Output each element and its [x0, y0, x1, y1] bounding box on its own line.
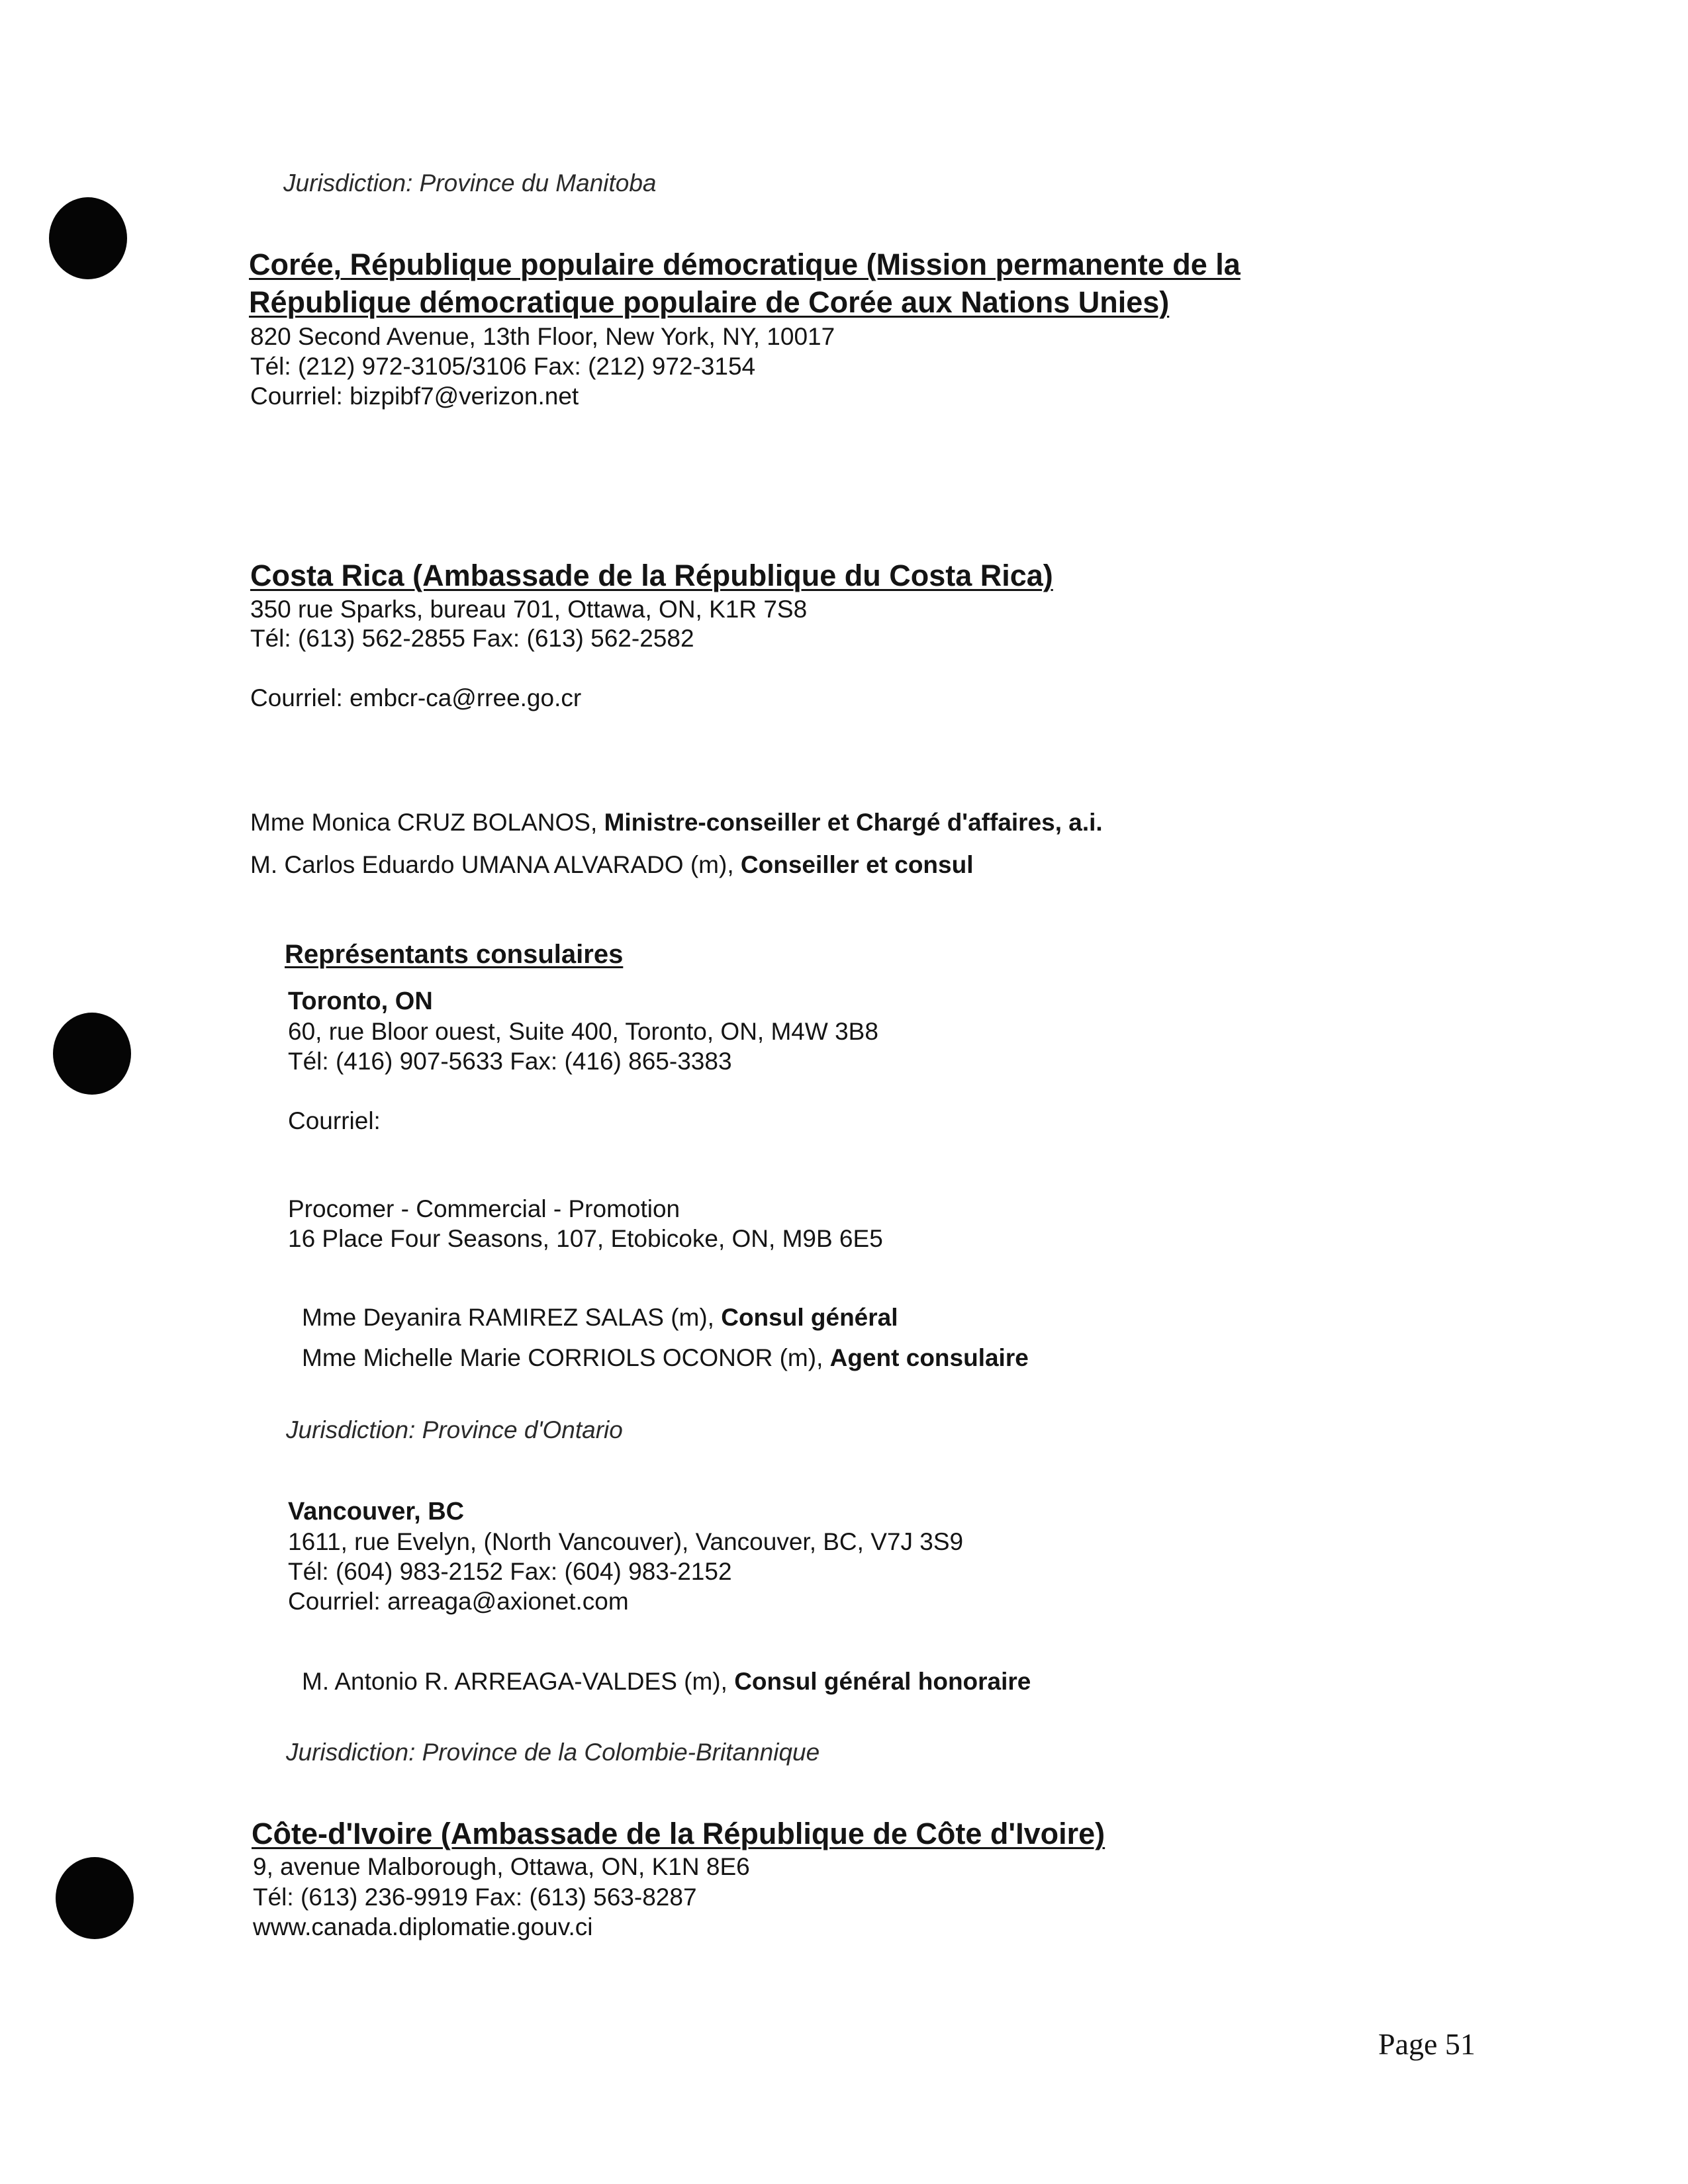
staff-name: M. Antonio R. ARREAGA-VALDES (m),: [302, 1668, 735, 1695]
toronto-procomer: Procomer - Commercial - Promotion: [288, 1195, 680, 1222]
costa-rica-address: 350 rue Sparks, bureau 701, Ottawa, ON, K1R 7S8: [250, 596, 808, 623]
vancouver-jurisdiction: Jurisdiction: Province de la Colombie-Britannique: [286, 1739, 820, 1766]
vancouver-address: 1611, rue Evelyn, (North Vancouver), Vancouver, BC, V7J 3S9: [288, 1528, 964, 1555]
toronto-phone: Tél: (416) 907-5633 Fax: (416) 865-3383: [288, 1048, 732, 1075]
staff-name: M. Carlos Eduardo UMANA ALVARADO (m),: [250, 851, 741, 878]
toronto-jurisdiction: Jurisdiction: Province d'Ontario: [286, 1416, 623, 1443]
coree-heading-line1: Corée, République populaire démocratique (Mission permanente de la: [249, 248, 1241, 281]
staff-title: Consul général: [721, 1304, 898, 1331]
coree-address: 820 Second Avenue, 13th Floor, New York, NY, 10017: [250, 323, 835, 350]
toronto-address: 60, rue Bloor ouest, Suite 400, Toronto, ON, M4W 3B8: [288, 1018, 878, 1045]
toronto-city: Toronto, ON: [288, 987, 433, 1015]
staff-line: [302, 1305, 898, 1330]
cote-ivoire-website: www.canada.diplomatie.gouv.ci: [253, 1913, 593, 1940]
costa-rica-heading: Costa Rica (Ambassade de la République du Costa Rica): [250, 559, 1053, 592]
toronto-procomer-address: 16 Place Four Seasons, 107, Etobicoke, ON, M9B 6E5: [288, 1225, 883, 1252]
staff-title: Conseiller et consul: [740, 851, 974, 878]
staff-title: Agent consulaire: [829, 1344, 1029, 1371]
binder-hole: [49, 197, 127, 279]
staff-name: Mme Deyanira RAMIREZ SALAS (m),: [302, 1304, 722, 1331]
staff-line: [250, 810, 1103, 835]
cote-ivoire-address: 9, avenue Malborough, Ottawa, ON, K1N 8E6: [253, 1853, 750, 1880]
consular-heading: Représentants consulaires: [285, 940, 624, 969]
binder-hole: [56, 1857, 134, 1939]
costa-rica-phone: Tél: (613) 562-2855 Fax: (613) 562-2582: [250, 625, 694, 652]
page-number: Page 51: [1378, 2027, 1476, 2061]
staff-line: [302, 1669, 1031, 1694]
coree-phone: Tél: (212) 972-3105/3106 Fax: (212) 972-3154: [250, 353, 756, 380]
toronto-email: Courriel:: [288, 1107, 381, 1134]
cote-ivoire-heading: Côte-d'Ivoire (Ambassade de la République de Côte d'Ivoire): [252, 1817, 1105, 1850]
staff-title: Consul général honoraire: [734, 1668, 1031, 1695]
jurisdiction-manitoba: Jurisdiction: Province du Manitoba: [283, 169, 657, 197]
vancouver-email: Courriel: arreaga@axionet.com: [288, 1588, 629, 1615]
staff-line: [302, 1345, 1029, 1370]
staff-line: [250, 852, 973, 877]
staff-title: Ministre-conseiller et Chargé d'affaires, a.i.: [604, 809, 1103, 836]
costa-rica-email: Courriel: embcr-ca@rree.go.cr: [250, 684, 582, 711]
coree-email: Courriel: bizpibf7@verizon.net: [250, 383, 579, 410]
vancouver-phone: Tél: (604) 983-2152 Fax: (604) 983-2152: [288, 1558, 732, 1585]
staff-name: Mme Monica CRUZ BOLANOS,: [250, 809, 604, 836]
coree-heading-line2: République démocratique populaire de Corée aux Nations Unies): [249, 285, 1170, 319]
binder-hole: [53, 1013, 131, 1095]
vancouver-city: Vancouver, BC: [288, 1498, 465, 1525]
staff-name: Mme Michelle Marie CORRIOLS OCONOR (m),: [302, 1344, 830, 1371]
cote-ivoire-phone: Tél: (613) 236-9919 Fax: (613) 563-8287: [253, 1884, 697, 1911]
